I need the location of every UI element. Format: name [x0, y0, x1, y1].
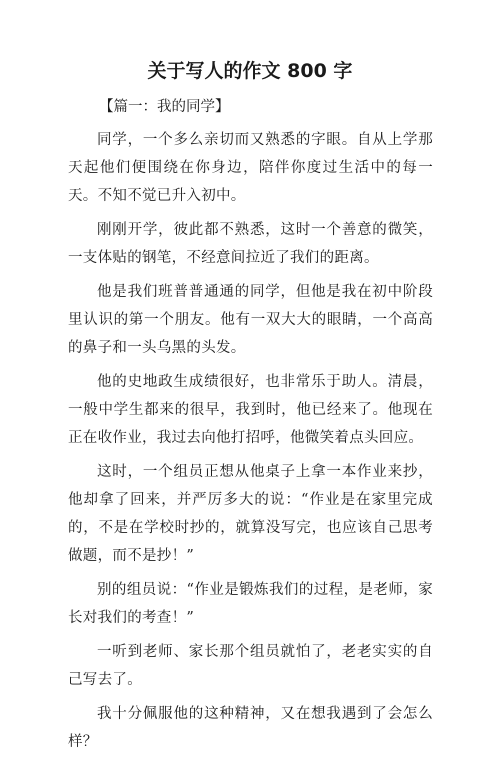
paragraph: 别的组员说：“作业是锻炼我们的过程，是老师，家长对我们的考查！”	[68, 582, 433, 626]
paragraph: 这时，一个组员正想从他桌子上拿一本作业来抄，他却拿了回来，并严厉多大的说：“作业是在家里完成的，不是在学校时抄的，就算没写完，也应该自己思考做题，而不是抄！”	[68, 464, 433, 564]
article-body	[68, 96, 433, 762]
section-heading: 【篇一：我的同学】	[99, 99, 230, 115]
paragraph: 一听到老师、家长那个组员就怕了，老老实实的自己写去了。	[68, 644, 433, 688]
page-title: 关于写人的作文 800 字	[147, 60, 353, 82]
paragraph: 他的史地政生成绩很好，也非常乐于助人。清晨，一般中学生都来的很早，我到时，他已经来了。他现在正在收作业，我过去向他打招呼，他微笑着点头回应。	[68, 374, 433, 446]
paragraph: 我十分佩服他的这种精神，又在想我遇到了会怎么样？	[68, 706, 433, 750]
paragraph: 刚刚开学，彼此都不熟悉，这时一个善意的微笑，一支体贴的钢笔，不经意间拉近了我们的距离。	[68, 222, 433, 266]
paragraph: 同学，一个多么亲切而又熟悉的字眼。自从上学那天起他们便围绕在你身边，陪伴你度过生活中的每一天。不知不觉已升入初中。	[68, 132, 433, 204]
paragraph: 他是我们班普普通通的同学，但他是我在初中阶段里认识的第一个朋友。他有一双大大的眼睛，一个高高的鼻子和一头乌黑的头发。	[68, 284, 433, 356]
